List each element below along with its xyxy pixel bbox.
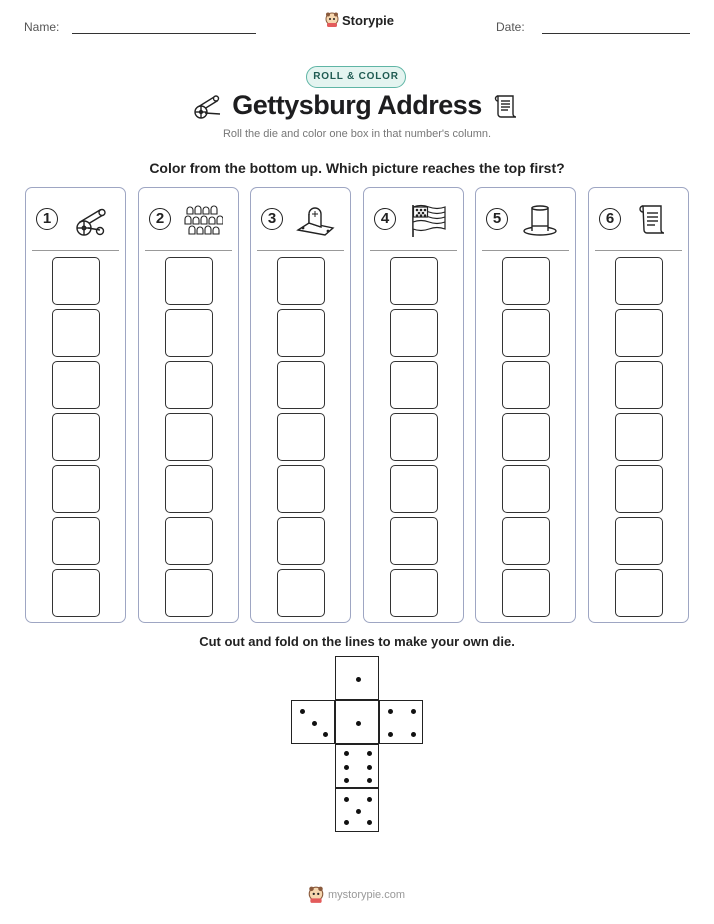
scroll-icon [633, 202, 673, 238]
color-box[interactable] [390, 309, 438, 357]
die-pip [344, 778, 349, 783]
color-box[interactable] [502, 517, 550, 565]
color-box[interactable] [52, 309, 100, 357]
color-box[interactable] [277, 465, 325, 513]
die-pip [344, 751, 349, 756]
color-box[interactable] [615, 361, 663, 409]
name-line[interactable] [72, 33, 256, 34]
column-2 [138, 187, 239, 623]
column-number: 6 [599, 208, 621, 230]
footer-url: mystorypie.com [328, 889, 406, 901]
die-pip [388, 732, 393, 737]
color-box[interactable] [165, 257, 213, 305]
name-label: Name: [24, 20, 60, 34]
column-4 [363, 187, 464, 623]
column-5 [475, 187, 576, 623]
color-box[interactable] [390, 413, 438, 461]
color-box[interactable] [52, 465, 100, 513]
die-face-5 [335, 788, 379, 832]
instruction-text: Color from the bottom up. Which picture reaches the top first? [149, 160, 565, 176]
color-box[interactable] [390, 361, 438, 409]
die-face-6 [335, 744, 379, 788]
date-line[interactable] [542, 33, 690, 34]
die-face-4 [379, 700, 423, 744]
color-box[interactable] [390, 465, 438, 513]
color-box[interactable] [165, 413, 213, 461]
column-divider [482, 250, 569, 251]
american-flag-icon [408, 202, 448, 238]
color-box[interactable] [52, 517, 100, 565]
color-box[interactable] [52, 361, 100, 409]
column-number: 4 [374, 208, 396, 230]
die-face-1 [335, 700, 379, 744]
subtitle: Roll the die and color one box in that number's column. [222, 128, 492, 140]
brand-logo [325, 12, 394, 28]
color-box[interactable] [165, 569, 213, 617]
die-pip [356, 721, 361, 726]
color-box[interactable] [615, 413, 663, 461]
color-box[interactable] [165, 361, 213, 409]
date-label: Date: [496, 20, 525, 34]
color-box[interactable] [52, 413, 100, 461]
storypie-mascot-icon [325, 12, 339, 28]
color-box[interactable] [390, 517, 438, 565]
roll-and-color-badge: ROLL & COLOR [306, 66, 406, 88]
color-box[interactable] [502, 257, 550, 305]
column-divider [32, 250, 119, 251]
color-box[interactable] [165, 517, 213, 565]
column-6 [588, 187, 689, 623]
die-face-3 [291, 700, 335, 744]
die-pip [367, 820, 372, 825]
color-box[interactable] [502, 309, 550, 357]
color-box[interactable] [615, 465, 663, 513]
die-pip [344, 797, 349, 802]
color-box[interactable] [277, 257, 325, 305]
color-box[interactable] [277, 309, 325, 357]
brand-name: Storypie [342, 12, 395, 28]
color-box[interactable] [277, 569, 325, 617]
column-1 [25, 187, 126, 623]
die-pip [411, 709, 416, 714]
color-box[interactable] [52, 569, 100, 617]
color-box[interactable] [502, 569, 550, 617]
color-box[interactable] [277, 517, 325, 565]
column-number: 1 [36, 208, 58, 230]
color-box[interactable] [502, 465, 550, 513]
color-box[interactable] [615, 517, 663, 565]
color-box[interactable] [52, 257, 100, 305]
footer [308, 886, 405, 904]
die-pip [344, 820, 349, 825]
color-box[interactable] [165, 309, 213, 357]
scroll-icon [493, 92, 519, 120]
die-instructions: Cut out and fold on the lines to make your own die. [199, 634, 515, 649]
color-box[interactable] [277, 361, 325, 409]
column-number: 3 [261, 208, 283, 230]
column-3 [250, 187, 351, 623]
color-box[interactable] [502, 413, 550, 461]
column-number: 5 [486, 208, 508, 230]
column-divider [145, 250, 232, 251]
column-divider [257, 250, 344, 251]
headstone-icon [295, 202, 335, 238]
die-pip [344, 765, 349, 770]
color-box[interactable] [615, 569, 663, 617]
column-number: 2 [149, 208, 171, 230]
cannon-icon [70, 202, 110, 238]
die-face-1 [335, 656, 379, 700]
die-pip [367, 778, 372, 783]
color-box[interactable] [615, 309, 663, 357]
die-pip [312, 721, 317, 726]
color-box[interactable] [390, 257, 438, 305]
color-box[interactable] [165, 465, 213, 513]
gravestones-icon [183, 202, 223, 238]
page-title: Gettysburg Address [232, 90, 482, 120]
color-box[interactable] [277, 413, 325, 461]
die-pip [367, 751, 372, 756]
die-pip [356, 677, 361, 682]
die-pip [323, 732, 328, 737]
die-pip [367, 797, 372, 802]
storypie-mascot-icon [308, 886, 324, 904]
die-pip [356, 809, 361, 814]
column-divider [370, 250, 457, 251]
column-divider [595, 250, 682, 251]
color-box[interactable] [390, 569, 438, 617]
color-box[interactable] [502, 361, 550, 409]
color-box[interactable] [615, 257, 663, 305]
die-pip [411, 732, 416, 737]
die-pip [388, 709, 393, 714]
die-pip [367, 765, 372, 770]
die-pip [300, 709, 305, 714]
top-hat-icon [520, 202, 560, 238]
